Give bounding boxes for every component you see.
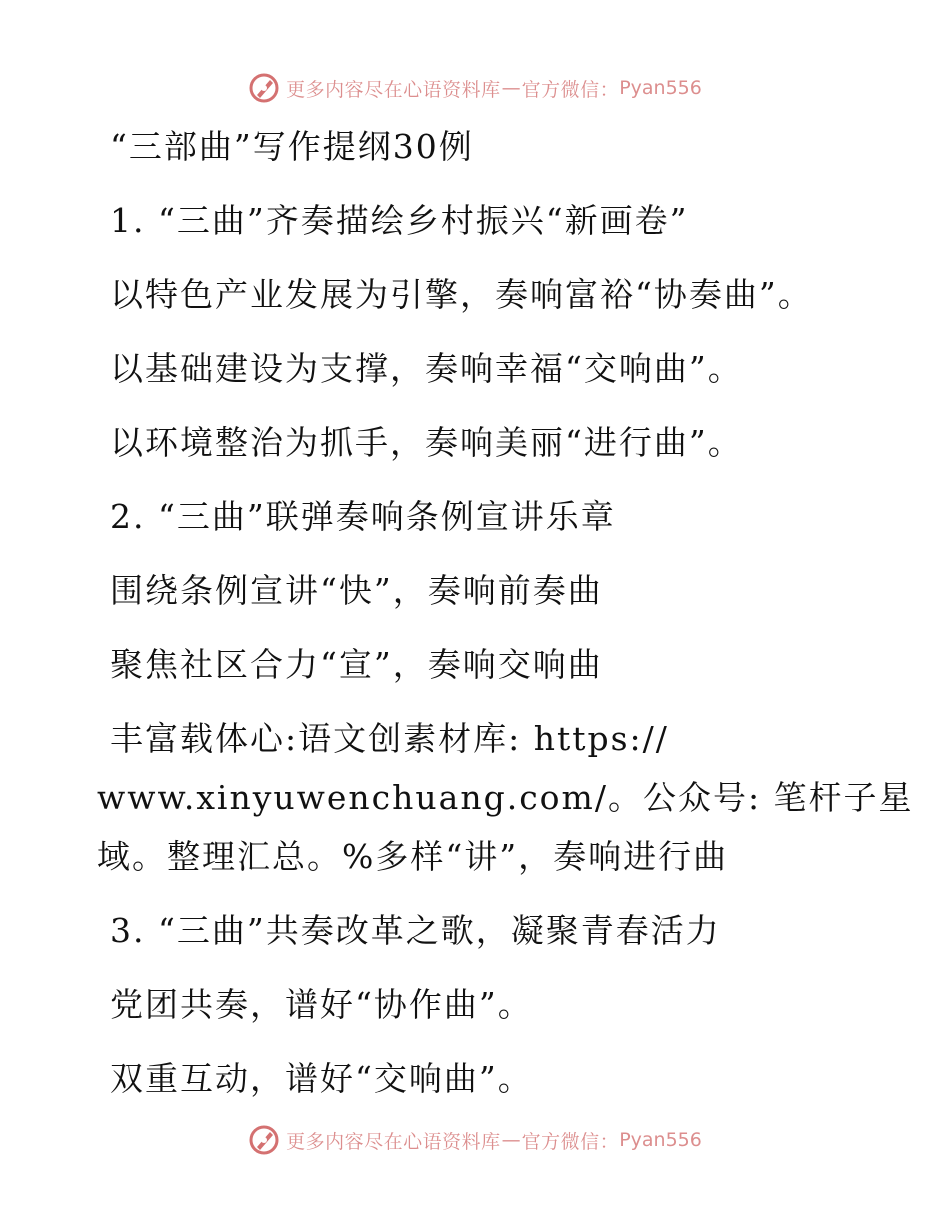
watermark-handle: Pyan556 [619,1129,702,1151]
section-heading-1: 1. “三曲”齐奏描绘乡村振兴“新画卷” [110,201,689,240]
watermark-separator: — [501,77,521,99]
paragraph-line: 以基础建设为支撑，奏响幸福“交响曲”。 [110,349,743,388]
document-title: “三部曲”写作提纲30例 [110,127,474,166]
paragraph-line: 党团共奏，谱好“协作曲”。 [110,985,533,1024]
section-heading-2: 2. “三曲”联弹奏响条例宣讲乐章 [110,497,616,536]
footer-watermark [0,1120,950,1160]
pen-circle-logo-icon [248,72,280,104]
paragraph-line: 以环境整治为抓手，奏响美丽“进行曲”。 [110,423,743,462]
header-watermark [0,68,950,108]
paragraph-line-wrapped: 域。整理汇总。%多样“讲”，奏响进行曲 [97,837,729,876]
watermark-official: 官方微信： [521,78,620,101]
paragraph-line: 双重互动，谱好“交响曲”。 [110,1059,533,1098]
paragraph-line-wrapped: www.xinyuwenchuang.com/。公众号: 笔杆子星 [97,778,914,817]
section-heading-3: 3. “三曲”共奏改革之歌，凝聚青春活力 [110,911,721,950]
watermark-text: 更多内容尽在心语资料库 [286,78,501,101]
watermark-separator: — [501,1129,521,1151]
pen-circle-logo-icon [248,1124,280,1156]
paragraph-line: 聚焦社区合力“宣”，奏响交响曲 [110,645,603,684]
paragraph-line: 围绕条例宣讲“快”，奏响前奏曲 [110,571,603,610]
watermark-handle: Pyan556 [619,77,702,99]
paragraph-line: 丰富载体心:语文创素材库: https:// [110,719,669,758]
watermark-text: 更多内容尽在心语资料库 [286,1130,501,1153]
paragraph-line: 以特色产业发展为引擎，奏响富裕“协奏曲”。 [110,275,813,314]
watermark-official: 官方微信： [521,1130,620,1153]
